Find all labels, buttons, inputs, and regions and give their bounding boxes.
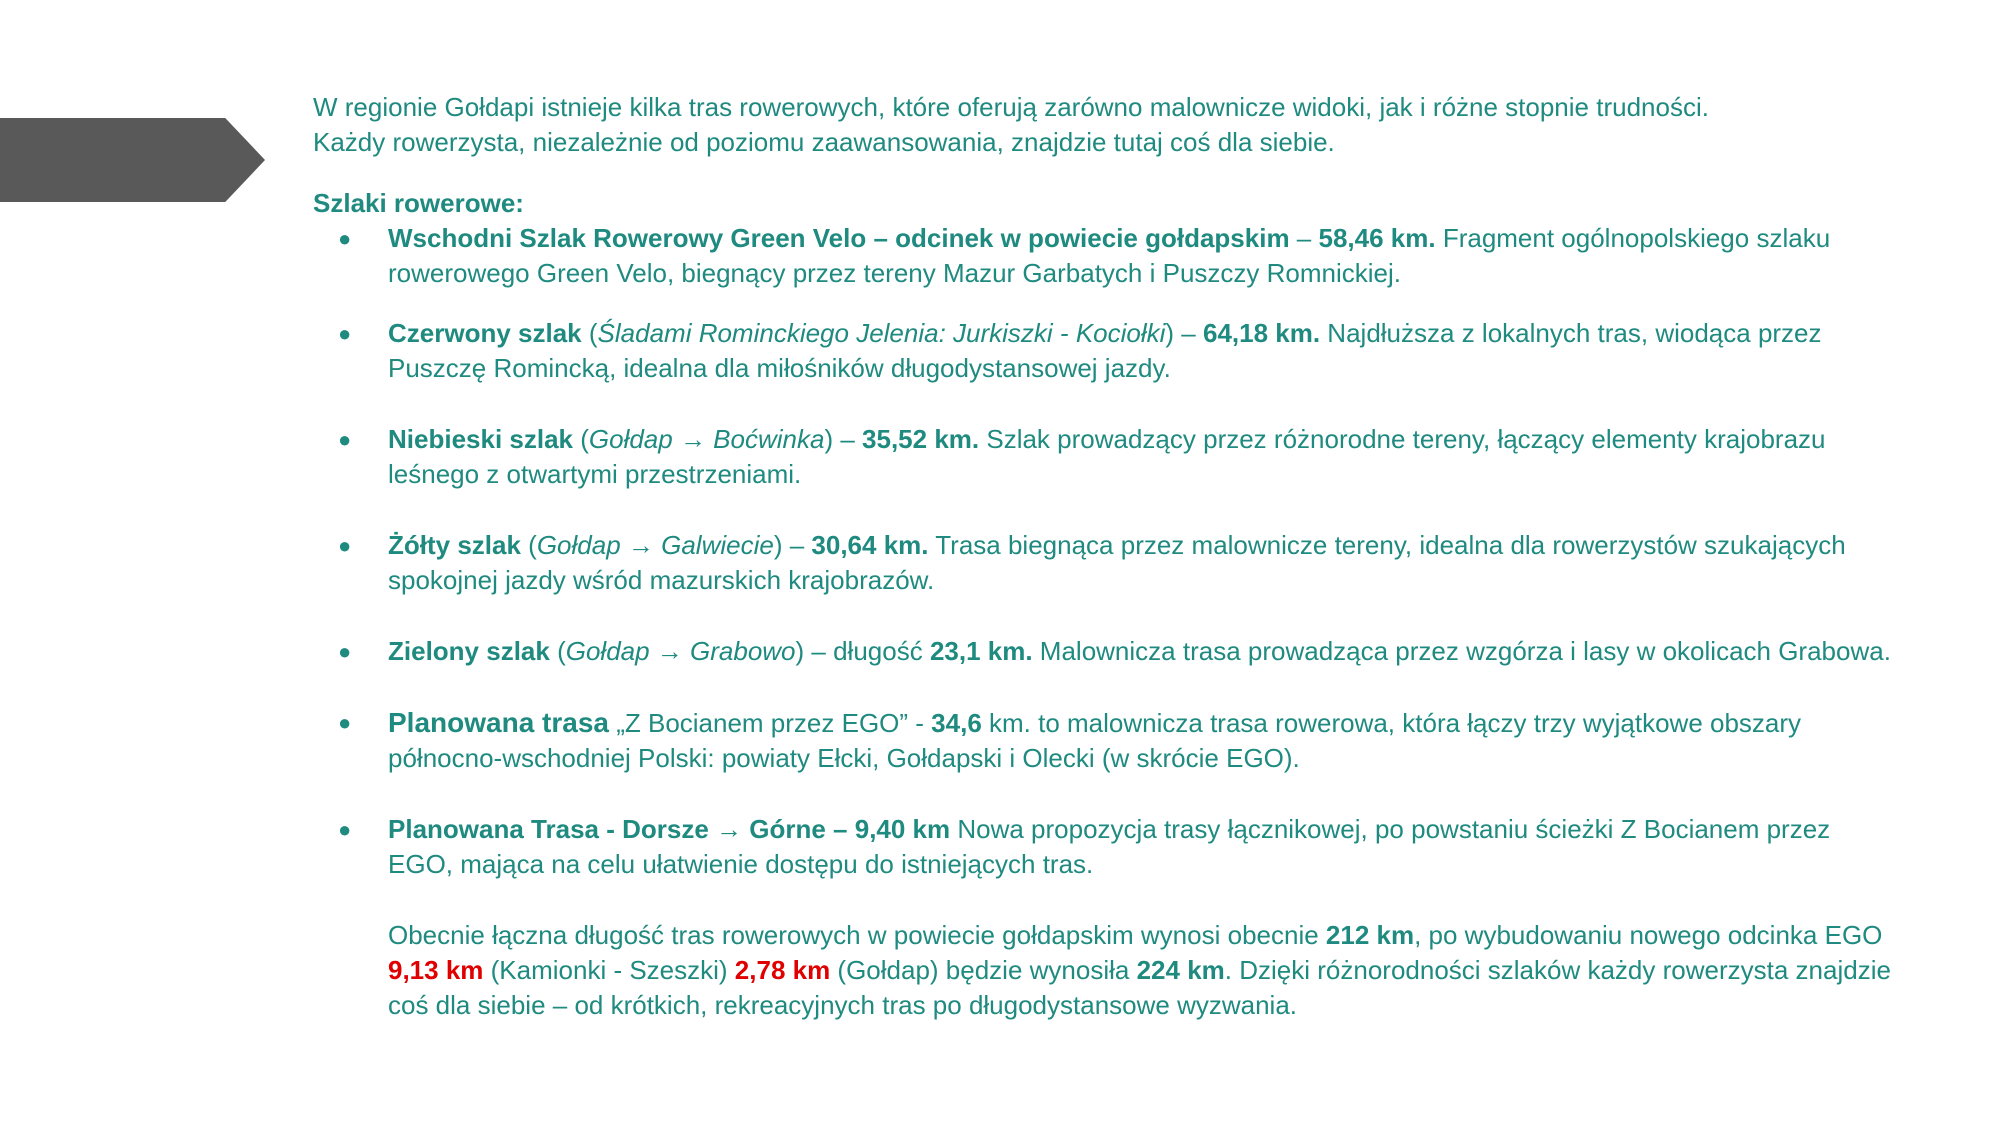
trail-paren-open: ( bbox=[520, 530, 537, 560]
trail-description: Malownicza trasa prowadząca przez wzgórza i lasy w okolicach Grabowa. bbox=[1032, 636, 1891, 666]
summary-text-1: Obecnie łączna długość tras rowerowych w powiecie gołdapskim wynosi obecnie bbox=[388, 920, 1326, 950]
trail-paren-close: ) – bbox=[1165, 318, 1203, 348]
trail-paren-open: ( bbox=[573, 424, 589, 454]
summary-goldap-length: 2,78 km bbox=[734, 955, 831, 985]
trail-length: 35,52 km. bbox=[862, 424, 980, 454]
bullet-icon: ● bbox=[338, 639, 352, 664]
trail-item-planowana-dorsze bbox=[313, 812, 1893, 882]
trail-description: Fragment ogólnopolskiego szlaku rowerowego Green Velo, biegnący przez tereny Mazur Garbatych i Puszczy Romnickiej. bbox=[388, 223, 1831, 288]
trail-paren-close: ) – bbox=[824, 424, 863, 454]
summary-total-now: 212 km bbox=[1325, 920, 1415, 950]
trail-item-green-velo bbox=[313, 221, 1893, 291]
trail-item-niebieski bbox=[313, 422, 1893, 492]
trail-description: Szlak prowadzący przez różnorodne tereny, łączący elementy krajobrazu leśnego z otwartymi przestrzeniami. bbox=[388, 424, 1826, 489]
document-body bbox=[313, 90, 1893, 1049]
trail-route: Śladami Rominckiego Jelenia: Jurkiszki - Kociołki bbox=[597, 318, 1166, 348]
trail-item-planowana-ego bbox=[313, 705, 1893, 776]
summary-ego-length: 9,13 km bbox=[388, 955, 484, 985]
intro-line-1: W regionie Gołdapi istnieje kilka tras rowerowych, które oferują zarówno malownicze widoki, jak i różne stopnie trudności. bbox=[313, 92, 1709, 122]
summary-text-3: (Kamionki - Szeszki) bbox=[483, 955, 735, 985]
section-heading: Szlaki rowerowe: bbox=[313, 188, 524, 218]
trail-paren-close: ) – bbox=[773, 530, 812, 560]
trail-length: 64,18 km. bbox=[1202, 318, 1321, 348]
summary-text-2: , po wybudowaniu nowego odcinka EGO bbox=[1414, 920, 1883, 950]
trail-name: Planowana trasa bbox=[388, 707, 609, 738]
trail-name: Czerwony szlak bbox=[388, 318, 582, 348]
trail-description: Trasa biegnąca przez malownicze tereny, idealna dla rowerzystów szukających spokojnej jazdy wśród mazurskich krajobrazów. bbox=[388, 530, 1846, 595]
trail-length: 9,40 km bbox=[854, 814, 951, 844]
trail-paren-open: ( bbox=[549, 636, 566, 666]
bullet-icon: ● bbox=[338, 226, 352, 251]
trail-dash: – bbox=[1289, 223, 1319, 253]
intro-line-2: Każdy rowerzysta, niezależnie od poziomu zaawansowania, znajdzie tutaj coś dla siebie. bbox=[313, 127, 1335, 157]
trail-route: Gołdap → Galwiecie bbox=[536, 530, 774, 560]
trail-name: Żółty szlak bbox=[388, 530, 521, 560]
trail-length: 30,64 km. bbox=[811, 530, 929, 560]
trail-name: Planowana Trasa - Dorsze → Górne bbox=[388, 814, 826, 844]
trail-length: 58,46 km. bbox=[1318, 223, 1436, 253]
summary-text-5: . Dzięki różnorodności szlaków każdy rowerzysta znajdzie coś dla siebie – od krótkich, rekreacyjnych tras po długodystansowe wyzwania. bbox=[388, 955, 1891, 1020]
bullet-icon: ● bbox=[338, 710, 352, 735]
summary-text-4: (Gołdap) będzie wynosiła bbox=[830, 955, 1137, 985]
trail-item-zolty bbox=[313, 528, 1893, 598]
trail-description: Najdłuższa z lokalnych tras, wiodąca przez Puszczę Romincką, idealna dla miłośników długodystansowej jazdy. bbox=[388, 318, 1822, 383]
trail-description: to malownicza trasa rowerowa, która łączy trzy wyjątkowe obszary północno-wschodniej Polski: powiaty Ełcki, Gołdapski i Olecki (w skrócie EGO). bbox=[388, 708, 1802, 773]
trail-length: 23,1 km. bbox=[929, 636, 1033, 666]
trail-route: Gołdap → Boćwinka bbox=[588, 424, 825, 454]
trail-item-czerwony bbox=[313, 316, 1893, 386]
bullet-icon: ● bbox=[338, 427, 352, 452]
summary-paragraph bbox=[313, 918, 1893, 1023]
trail-route: Gołdap → Grabowo bbox=[565, 636, 796, 666]
side-arrow-decoration bbox=[0, 118, 265, 202]
trail-quote: „Z Bocianem przez EGO” - bbox=[608, 708, 932, 738]
summary-total-after: 224 km bbox=[1136, 955, 1225, 985]
intro-paragraph bbox=[313, 90, 1893, 160]
trail-name: Wschodni Szlak Rowerowy Green Velo – odcinek w powiecie gołdapskim bbox=[388, 223, 1290, 253]
trail-unit: km. bbox=[981, 708, 1031, 738]
bullet-icon: ● bbox=[338, 817, 352, 842]
bullet-icon: ● bbox=[338, 533, 352, 558]
trail-description: Nowa propozycja trasy łącznikowej, po powstaniu ścieżki Z Bocianem przez EGO, mająca na celu ułatwienie dostępu do istniejących tras. bbox=[388, 814, 1831, 879]
bullet-icon: ● bbox=[338, 321, 352, 346]
trail-name: Zielony szlak bbox=[388, 636, 550, 666]
trail-name: Niebieski szlak bbox=[388, 424, 573, 454]
trail-paren-close: ) – długość bbox=[795, 636, 930, 666]
trail-item-zielony bbox=[313, 634, 1893, 669]
trail-paren-open: ( bbox=[581, 318, 598, 348]
trail-dash: – bbox=[825, 814, 855, 844]
trail-list bbox=[313, 221, 1893, 882]
trail-length: 34,6 bbox=[931, 708, 982, 738]
